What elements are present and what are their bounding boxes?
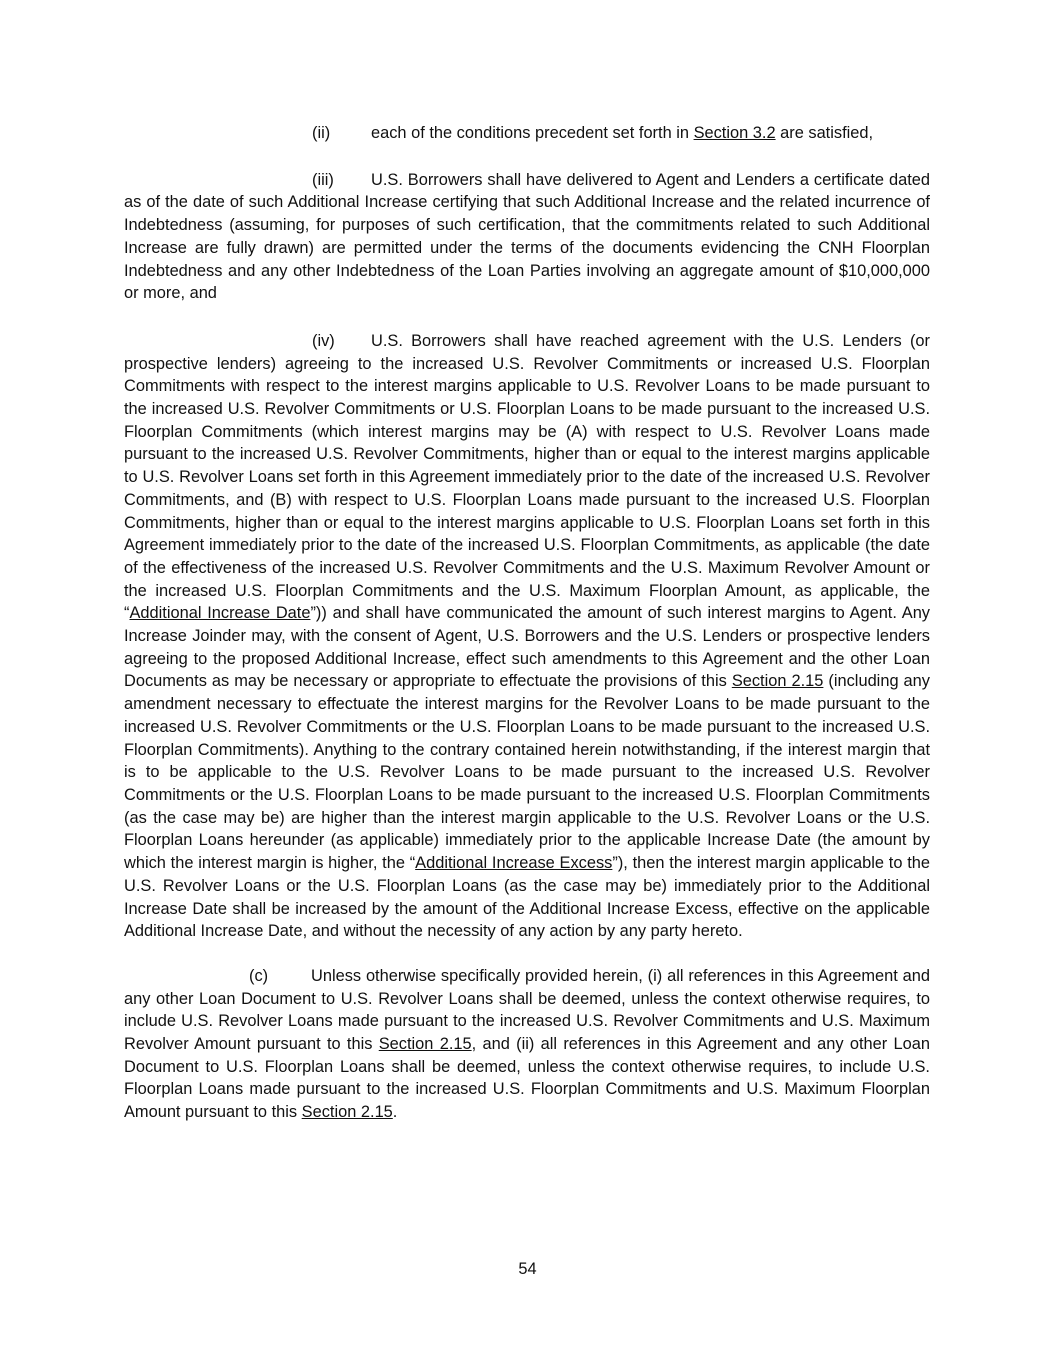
section-2-15-ref-2: Section 2.15: [301, 1103, 393, 1122]
term-additional-increase-excess: Additional Increase Excess: [415, 854, 613, 873]
clause-c-text-a: Unless otherwise specifically provided herein, (i) all references in this Agreement and any other Loan Document to U.S. Revolver Loans shall be deemed, unless the context otherwise requires, to include U.S. Revolver Loans made pursuant to the increased U.S. Revolver Commitments and U.S. Maximum Revolver Amount pursuant to this: [124, 966, 930, 1054]
clause-iv: [124, 330, 930, 943]
section-2-15-ref-1: Section 2.15: [378, 1035, 472, 1054]
clause-ii-text-b: are satisfied,: [775, 124, 874, 142]
page-number: 54: [518, 1260, 537, 1278]
clause-iv-text-a: U.S. Borrowers shall have reached agreement with the U.S. Lenders (or prospective lenders) agreeing to the increased U.S. Revolver Commitments or increased U.S. Floorplan Commitments with respect to the interest margins applicable to U.S. Revolver Loans to be made pursuant to the increased U.S. Revolver Commitments or U.S. Floorplan Loans to be made pursuant to the increased U.S. Floorplan Commitments (which interest margins may be (A) with respect to U.S. Revolver Loans made pursuant to the increased U.S. Revolver Commitments, higher than or equal to the interest margins applicable to U.S. Revolver Loans set forth in this Agreement immediately prior to the date of the increased U.S. Revolver Commitments, and (B) with respect to U.S. Floorplan Loans made pursuant to the increased U.S. Floorplan Commitments, higher than or equal to the interest margins applicable to U.S. Floorplan Loans set forth in this Agreement immediately prior to the date of the increased U.S. Floorplan Commitments, as applicable (the date of the effectiveness of the increased U.S. Revolver Commitments and the U.S. Maximum Revolver Amount or the increased U.S. Floorplan Commitments and the U.S. Maximum Floorplan Amount, as applicable, the “: [124, 331, 930, 623]
clause-iii-text: U.S. Borrowers shall have delivered to Agent and Lenders a certificate dated as of the date of such Additional Increase certifying that such Additional Increase and the related incurrence of Indebtedness (assuming, for purposes of such certification, that the commitments related to such Additional Increase are fully drawn) are permitted under the terms of the documents evidencing the CNH Floorplan Indebtedness and any other Indebtedness of the Loan Parties involving an aggregate amount of $10,000,000 or more, and: [124, 170, 930, 303]
clause-iv-text-c: (including any amendment necessary to effectuate the interest margins for the Revolver Loans to be made pursuant to the increased U.S. Revolver Commitments or the U.S. Floorplan Loans to be made pursuant to the increased U.S. Floorplan Commitments). Anything to the contrary contained herein notwithstanding, if the interest margin that is to be applicable to the U.S. Revolver Loans to be made pursuant to the increased U.S. Revolver Commitments or the U.S. Floorplan Loans to be made pursuant to the increased U.S. Floorplan Commitments (as the case may be) are higher than the interest margin applicable to the U.S. Revolver Loans or the U.S. Floorplan Loans hereunder (as applicable) immediately prior to the applicable Increase Date (the amount by which the interest margin is higher, the “: [124, 672, 930, 873]
clause-iv-text-d: ”), then the interest margin applicable to the U.S. Revolver Loans or the U.S. Floorplan Loans (as the case may be) immediately prior to the Additional Increase Date shall be increased by the amount of the Additional Increase Excess, effective on the applicable Additional Increase Date, and without the necessity of any action by any party hereto.: [124, 854, 930, 941]
clause-c-text-c: .: [392, 1103, 398, 1122]
clause-iv-text-b: ”)) and shall have communicated the amount of such interest margins to Agent. Any Increase Joinder may, with the consent of Agent, U.S. Borrowers and the U.S. Lenders or prospective lenders agreeing to the proposed Additional Increase, effect such amendments to this Agreement and the other Loan Documents as may be necessary or appropriate to effectuate the provisions of this: [124, 604, 931, 691]
document-page: [124, 122, 930, 1124]
section-2-15-ref: Section 2.15: [731, 672, 824, 691]
term-additional-increase-date: Additional Increase Date: [129, 604, 311, 623]
clause-iv-number: (iv): [312, 331, 335, 350]
clause-ii-text-a: each of the conditions precedent set forth in: [371, 124, 694, 142]
clause-ii-number: (ii): [312, 124, 331, 142]
clause-iii-number: (iii): [312, 170, 334, 189]
clause-ii: [312, 122, 930, 145]
clause-iii: [124, 169, 930, 305]
clause-c-number: (c): [249, 966, 269, 985]
clause-c: [124, 965, 930, 1124]
section-3-2-link: Section 3.2: [693, 124, 776, 142]
clause-c-text-b: , and (ii) all references in this Agreement and any other Loan Document to U.S. Floorplan Loans shall be deemed, unless the context otherwise requires, to include U.S. Floorplan Loans made pursuant to the increased U.S. Floorplan Commitments and U.S. Maximum Floorplan Amount pursuant to this: [124, 1035, 930, 1122]
